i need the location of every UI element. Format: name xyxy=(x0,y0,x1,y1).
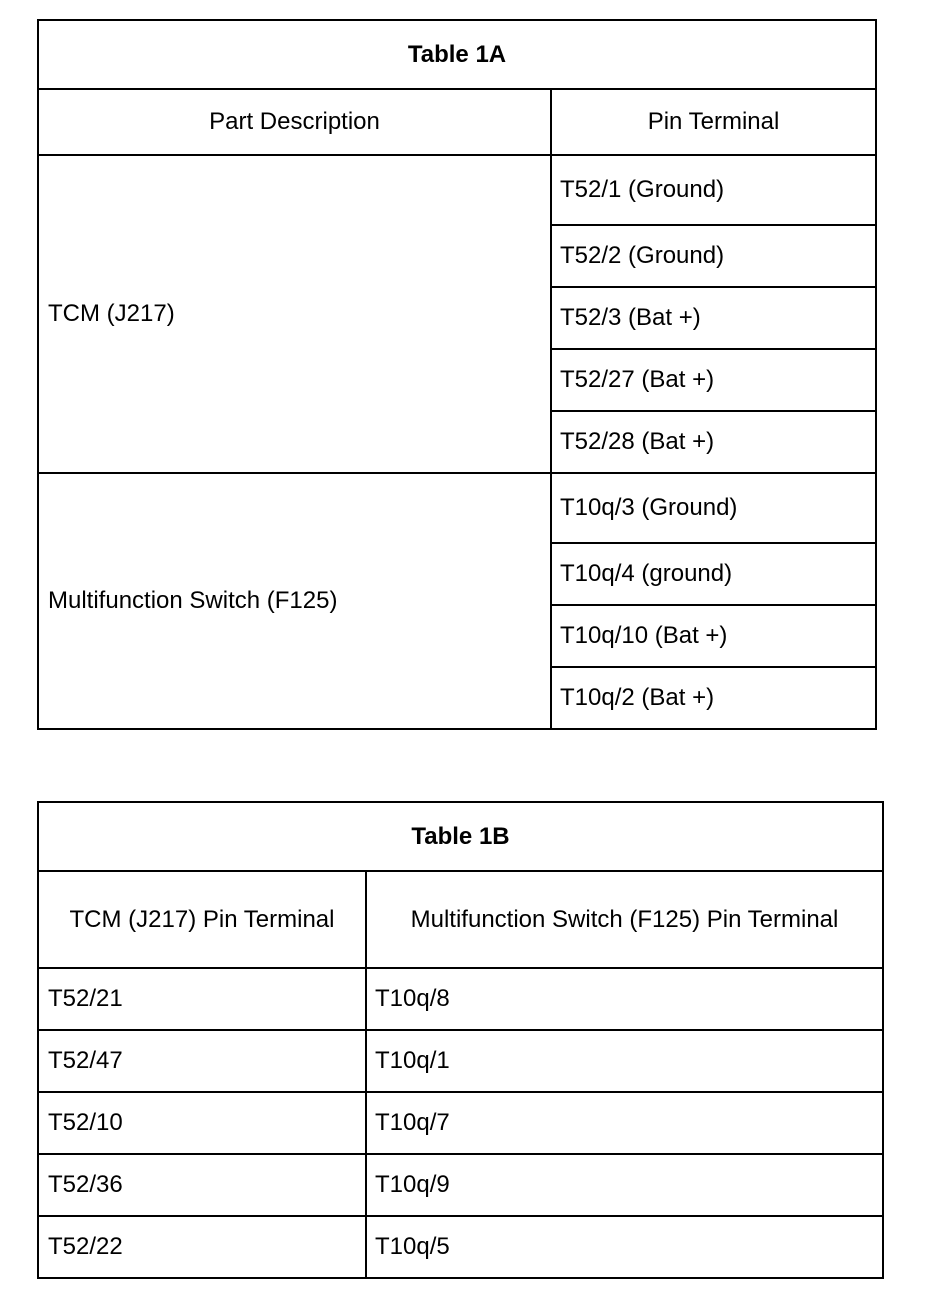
pin-cell: T10q/3 (Ground) xyxy=(551,473,876,543)
switch-pin-cell: T10q/1 xyxy=(366,1030,883,1092)
table-1a-title: Table 1A xyxy=(38,20,876,89)
part-multifunction-switch-f125: Multifunction Switch (F125) xyxy=(38,473,551,729)
pin-cell: T52/2 (Ground) xyxy=(551,225,876,287)
header-multifunction-switch-pin-terminal: Multifunction Switch (F125) Pin Terminal xyxy=(366,871,883,968)
part-tcm-j217: TCM (J217) xyxy=(38,155,551,473)
pin-cell: T10q/10 (Bat +) xyxy=(551,605,876,667)
header-part-description: Part Description xyxy=(38,89,551,155)
switch-pin-cell: T10q/9 xyxy=(366,1154,883,1216)
tcm-pin-cell: T52/10 xyxy=(38,1092,366,1154)
pin-cell: T52/3 (Bat +) xyxy=(551,287,876,349)
table-1b-title: Table 1B xyxy=(38,802,883,871)
switch-pin-cell: T10q/5 xyxy=(366,1216,883,1278)
switch-pin-cell: T10q/8 xyxy=(366,968,883,1030)
table-1b xyxy=(37,801,884,1279)
pin-cell: T52/27 (Bat +) xyxy=(551,349,876,411)
tcm-pin-cell: T52/36 xyxy=(38,1154,366,1216)
tcm-pin-cell: T52/21 xyxy=(38,968,366,1030)
pin-cell: T52/1 (Ground) xyxy=(551,155,876,225)
header-pin-terminal: Pin Terminal xyxy=(551,89,876,155)
tcm-pin-cell: T52/22 xyxy=(38,1216,366,1278)
switch-pin-cell: T10q/7 xyxy=(366,1092,883,1154)
pin-cell: T52/28 (Bat +) xyxy=(551,411,876,473)
pin-cell: T10q/2 (Bat +) xyxy=(551,667,876,729)
header-tcm-pin-terminal: TCM (J217) Pin Terminal xyxy=(38,871,366,968)
table-1a xyxy=(37,19,877,730)
pin-cell: T10q/4 (ground) xyxy=(551,543,876,605)
tcm-pin-cell: T52/47 xyxy=(38,1030,366,1092)
